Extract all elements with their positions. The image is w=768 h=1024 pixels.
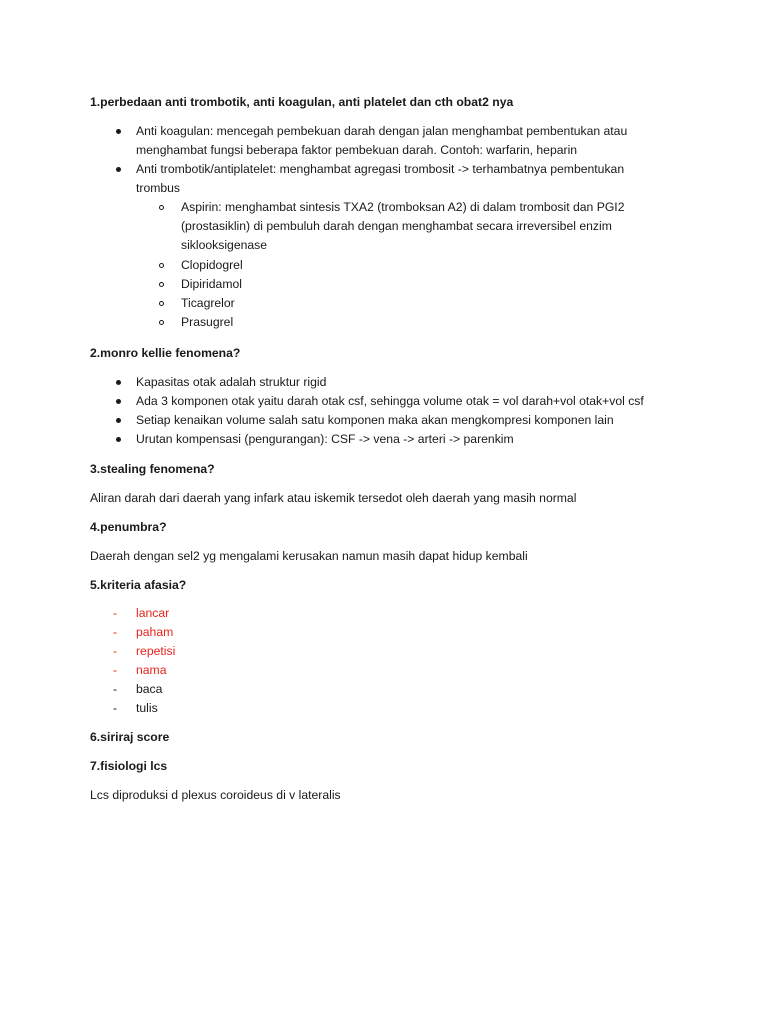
sub-list-item: Ticagrelor <box>181 296 235 310</box>
dash-list-item: repetisi <box>136 644 176 658</box>
dash-marker: - <box>113 625 118 639</box>
list-item: Setiap kenaikan volume salah satu komponen maka akan mengkompresi komponen lain <box>136 413 614 427</box>
sub-bullet-marker <box>159 320 164 325</box>
sub-bullet-marker <box>159 263 164 268</box>
sub-bullet-marker <box>159 301 164 306</box>
bullet-marker <box>116 129 121 134</box>
list-item: Urutan kompensasi (pengurangan): CSF -> vena -> arteri -> parenkim <box>136 432 514 446</box>
bullet-marker <box>116 437 121 442</box>
list-item: Kapasitas otak adalah struktur rigid <box>136 375 327 389</box>
dash-list-item: paham <box>136 625 174 639</box>
list-item-line: trombus <box>136 181 181 195</box>
section-2-heading: 2.monro kellie fenomena? <box>90 346 241 360</box>
dash-list-item: baca <box>136 682 163 696</box>
dash-marker: - <box>113 644 118 658</box>
sub-list-item: Prasugrel <box>181 315 234 329</box>
bullet-marker <box>116 380 121 385</box>
sub-bullet-marker <box>159 205 164 210</box>
section-7-paragraph: Lcs diproduksi d plexus coroideus di v lateralis <box>90 788 341 802</box>
dash-marker: - <box>113 701 118 715</box>
section-4-paragraph: Daerah dengan sel2 yg mengalami kerusakan namun masih dapat hidup kembali <box>90 549 528 563</box>
list-item-line: Anti trombotik/antiplatelet: menghambat agregasi trombosit -> terhambatnya pembentukan <box>136 162 625 176</box>
dash-list-item: nama <box>136 663 167 677</box>
section-7-heading: 7.fisiologi lcs <box>90 759 168 773</box>
sub-list-item-line: siklooksigenase <box>181 238 268 252</box>
bullet-marker <box>116 418 121 423</box>
section-6-heading: 6.siriraj score <box>90 730 170 744</box>
bullet-marker <box>116 167 121 172</box>
dash-marker: - <box>113 663 118 677</box>
sub-list-item-line: (prostasiklin) di pembuluh darah dengan menghambat secara irreversibel enzim <box>181 219 612 233</box>
list-item: Ada 3 komponen otak yaitu darah otak csf, sehingga volume otak = vol darah+vol otak+vol csf <box>136 394 644 408</box>
sub-list-item-line: Aspirin: menghambat sintesis TXA2 (tromboksan A2) di dalam trombosit dan PGI2 <box>181 200 625 214</box>
sub-list-item: Clopidogrel <box>181 258 243 272</box>
dash-marker: - <box>113 606 118 620</box>
section-1-heading: 1.perbedaan anti trombotik, anti koagulan, anti platelet dan cth obat2 nya <box>90 95 514 109</box>
dash-marker: - <box>113 682 118 696</box>
section-5-heading: 5.kriteria afasia? <box>90 578 187 592</box>
list-item-line: menghambat fungsi beberapa faktor pembekuan darah. Contoh: warfarin, heparin <box>136 143 578 157</box>
bullet-marker <box>116 399 121 404</box>
list-item-line: Anti koagulan: mencegah pembekuan darah dengan jalan menghambat pembentukan atau <box>136 124 628 138</box>
dash-list-item: lancar <box>136 606 170 620</box>
sub-list-item: Dipiridamol <box>181 277 242 291</box>
dash-list-item: tulis <box>136 701 158 715</box>
section-3-paragraph: Aliran darah dari daerah yang infark atau iskemik tersedot oleh daerah yang masih normal <box>90 491 577 505</box>
sub-bullet-marker <box>159 282 164 287</box>
section-3-heading: 3.stealing fenomena? <box>90 462 215 476</box>
section-4-heading: 4.penumbra? <box>90 520 167 534</box>
